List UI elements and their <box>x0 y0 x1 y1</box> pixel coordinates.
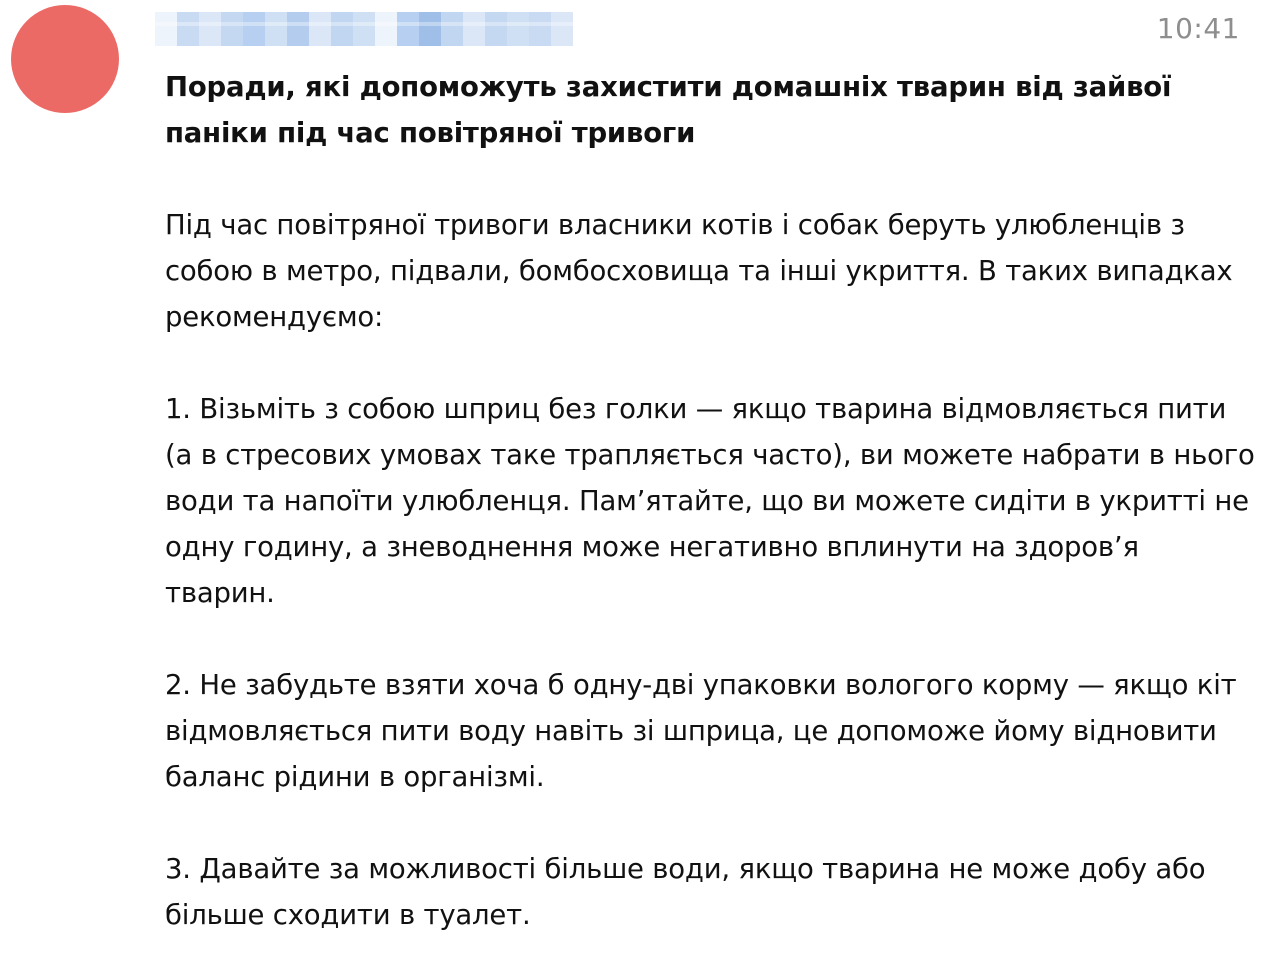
message-intro: Під час повітряної тривоги власники котів і собак беруть улюбленців з собою в метро, підвали, бомбосховища та інші укриття. В таких випадках рекомендуємо: <box>165 209 1233 333</box>
list-item: 1. Візьміть з собою шприц без голки — якщо тварина відмовляється пити (а в стресових умовах таке трапляється часто), ви можете набрати в нього води та напоїти улюбленця. Пам’ятайте, що ви можете сидіти в укритті не одну годину, а зневоднення може негативно вплинути на здоров’я тварин. <box>165 393 1255 609</box>
list-item: 2. Не забудьте взяти хоча б одну-дві упаковки вологого корму — якщо кіт відмовляється пити воду навіть зі шприца, це допоможе йому відновити баланс рідини в організмі. <box>165 669 1237 793</box>
message-body <box>165 64 1255 938</box>
message-time: 10:41 <box>1156 12 1240 45</box>
list-item: 3. Давайте за можливості більше води, якщо тварина не може добу або більше сходити в туалет. <box>165 853 1206 931</box>
message-title: Поради, які допоможуть захистити домашніх тварин від зайвої паніки під час повітряної тривоги <box>165 71 1172 149</box>
sender-name-blurred <box>155 12 573 46</box>
avatar[interactable] <box>11 5 119 113</box>
